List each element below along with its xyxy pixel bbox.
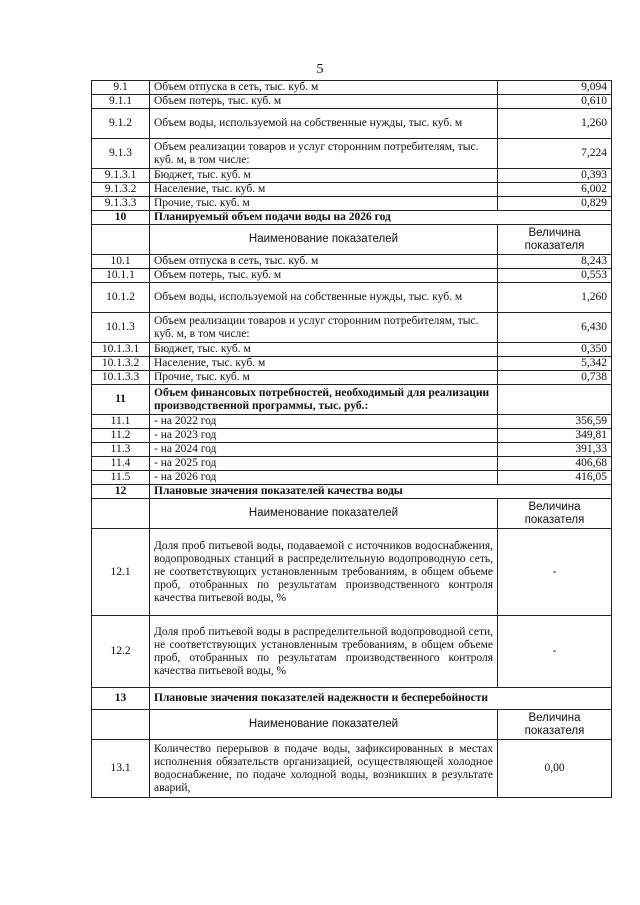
- row-name: Объем отпуска в сеть, тыс. куб. м: [150, 81, 498, 95]
- section-row: [92, 211, 612, 225]
- row-value: 0,610: [498, 95, 612, 109]
- header-name: Наименование показателей: [150, 225, 498, 255]
- row-name: Объем реализации товаров и услуг сторонним потребителям, тыс. куб. м, в том числе:: [150, 139, 498, 169]
- row-value: 0,829: [498, 197, 612, 211]
- row-value: 0,350: [498, 343, 612, 357]
- row-value: 9,094: [498, 81, 612, 95]
- row-name: Доля проб питьевой воды в распределительной водопроводной сети, не соответствующих установленным требованиям, в общем объеме проб, отобранных по результатам производственного контроля качества питьевой воды, %: [150, 616, 498, 688]
- table-row: [92, 109, 612, 139]
- program-table: [91, 80, 612, 798]
- section-row: [92, 485, 612, 499]
- row-number: 10.1.3.1: [92, 343, 150, 357]
- header-blank: [92, 225, 150, 255]
- row-name: Доля проб питьевой воды, подаваемой с источников водоснабжения, водопроводных станций в распределительную водопроводную сеть, не соответствующих установленным требованиям, в общем объеме проб, отобранных по результатам производственного контроля качества питьевой воды, %: [150, 529, 498, 616]
- section-number: 10: [92, 211, 150, 225]
- header-row: [92, 499, 612, 529]
- row-value: 6,002: [498, 183, 612, 197]
- row-name: - на 2022 год: [150, 415, 498, 429]
- row-number: 10.1: [92, 255, 150, 269]
- row-name: Объем воды, используемой на собственные нужды, тыс. куб. м: [150, 283, 498, 313]
- section-title: Плановые значения показателей надежности и бесперебойности: [150, 688, 612, 710]
- row-number: 9.1.3.2: [92, 183, 150, 197]
- row-name: Население, тыс. куб. м: [150, 357, 498, 371]
- table-row: [92, 740, 612, 798]
- row-value: 0,738: [498, 371, 612, 385]
- table-row: [92, 255, 612, 269]
- row-value: 416,05: [498, 471, 612, 485]
- table-row: [92, 139, 612, 169]
- row-value: 0,553: [498, 269, 612, 283]
- row-name: Бюджет, тыс. куб. м: [150, 343, 498, 357]
- row-name: Бюджет, тыс. куб. м: [150, 169, 498, 183]
- row-number: 11.5: [92, 471, 150, 485]
- row-value: -: [498, 616, 612, 688]
- row-number: 13.1: [92, 740, 150, 798]
- row-number: 12.1: [92, 529, 150, 616]
- row-number: 9.1.3.3: [92, 197, 150, 211]
- table-row: [92, 269, 612, 283]
- row-name: Прочие, тыс. куб. м: [150, 197, 498, 211]
- row-value: -: [498, 529, 612, 616]
- table-row: [92, 371, 612, 385]
- section-row: [92, 688, 612, 710]
- table-row: [92, 443, 612, 457]
- header-blank: [92, 499, 150, 529]
- row-name: Объем реализации товаров и услуг сторонним потребителям, тыс. куб. м, в том числе:: [150, 313, 498, 343]
- section-title: Плановые значения показателей качества воды: [150, 485, 612, 499]
- table-row: [92, 457, 612, 471]
- header-row: [92, 225, 612, 255]
- section-title: Планируемый объем подачи воды на 2026 год: [150, 211, 612, 225]
- section-title: Объем финансовых потребностей, необходимый для реализации производственной программы, тыс. руб.:: [150, 385, 498, 415]
- row-name: Объем потерь, тыс. куб. м: [150, 269, 498, 283]
- header-row: [92, 710, 612, 740]
- row-value: 8,243: [498, 255, 612, 269]
- row-name: Объем воды, используемой на собственные нужды, тыс. куб. м: [150, 109, 498, 139]
- header-name: Наименование показателей: [150, 499, 498, 529]
- table-row: [92, 95, 612, 109]
- row-name: - на 2024 год: [150, 443, 498, 457]
- header-value: Величина показателя: [498, 499, 612, 529]
- row-value: 7,224: [498, 139, 612, 169]
- row-number: 9.1.3.1: [92, 169, 150, 183]
- row-number: 12.2: [92, 616, 150, 688]
- table-row: [92, 313, 612, 343]
- table-row: [92, 357, 612, 371]
- section-number: 11: [92, 385, 150, 415]
- table-row: [92, 283, 612, 313]
- table-row: [92, 197, 612, 211]
- row-name: Население, тыс. куб. м: [150, 183, 498, 197]
- row-value: 5,342: [498, 357, 612, 371]
- row-number: 9.1: [92, 81, 150, 95]
- row-number: 9.1.1: [92, 95, 150, 109]
- table-row: [92, 529, 612, 616]
- section-row: [92, 385, 612, 415]
- row-name: Объем отпуска в сеть, тыс. куб. м: [150, 255, 498, 269]
- row-name: Количество перерывов в подаче воды, зафиксированных в местах исполнения обязательств организацией, осуществляющей холодное водоснабжение, по подаче холодной воды, возникших в результате аварий,: [150, 740, 498, 798]
- row-number: 10.1.3.3: [92, 371, 150, 385]
- row-number: 11.2: [92, 429, 150, 443]
- row-value: 391,33: [498, 443, 612, 457]
- row-number: 11.4: [92, 457, 150, 471]
- row-number: 10.1.3.2: [92, 357, 150, 371]
- row-name: - на 2025 год: [150, 457, 498, 471]
- table-row: [92, 415, 612, 429]
- row-number: 11.3: [92, 443, 150, 457]
- row-name: - на 2023 год: [150, 429, 498, 443]
- page-number: 5: [316, 62, 324, 77]
- row-name: - на 2026 год: [150, 471, 498, 485]
- row-value: 406,68: [498, 457, 612, 471]
- row-number: 10.1.1: [92, 269, 150, 283]
- row-value: 0,00: [498, 740, 612, 798]
- table-row: [92, 429, 612, 443]
- row-number: 10.1.3: [92, 313, 150, 343]
- header-blank: [92, 710, 150, 740]
- header-name: Наименование показателей: [150, 710, 498, 740]
- header-value: Величина показателя: [498, 710, 612, 740]
- section-blank: [498, 385, 612, 415]
- table-row: [92, 169, 612, 183]
- section-number: 13: [92, 688, 150, 710]
- row-value: 349,81: [498, 429, 612, 443]
- row-value: 1,260: [498, 109, 612, 139]
- table-row: [92, 471, 612, 485]
- row-value: 0,393: [498, 169, 612, 183]
- table-row: [92, 616, 612, 688]
- row-number: 9.1.2: [92, 109, 150, 139]
- header-value: Величина показателя: [498, 225, 612, 255]
- table-row: [92, 81, 612, 95]
- row-name: Объем потерь, тыс. куб. м: [150, 95, 498, 109]
- section-number: 12: [92, 485, 150, 499]
- row-value: 6,430: [498, 313, 612, 343]
- row-value: 356,59: [498, 415, 612, 429]
- row-number: 11.1: [92, 415, 150, 429]
- row-value: 1,260: [498, 283, 612, 313]
- row-number: 9.1.3: [92, 139, 150, 169]
- row-number: 10.1.2: [92, 283, 150, 313]
- row-name: Прочие, тыс. куб. м: [150, 371, 498, 385]
- table-row: [92, 183, 612, 197]
- table-row: [92, 343, 612, 357]
